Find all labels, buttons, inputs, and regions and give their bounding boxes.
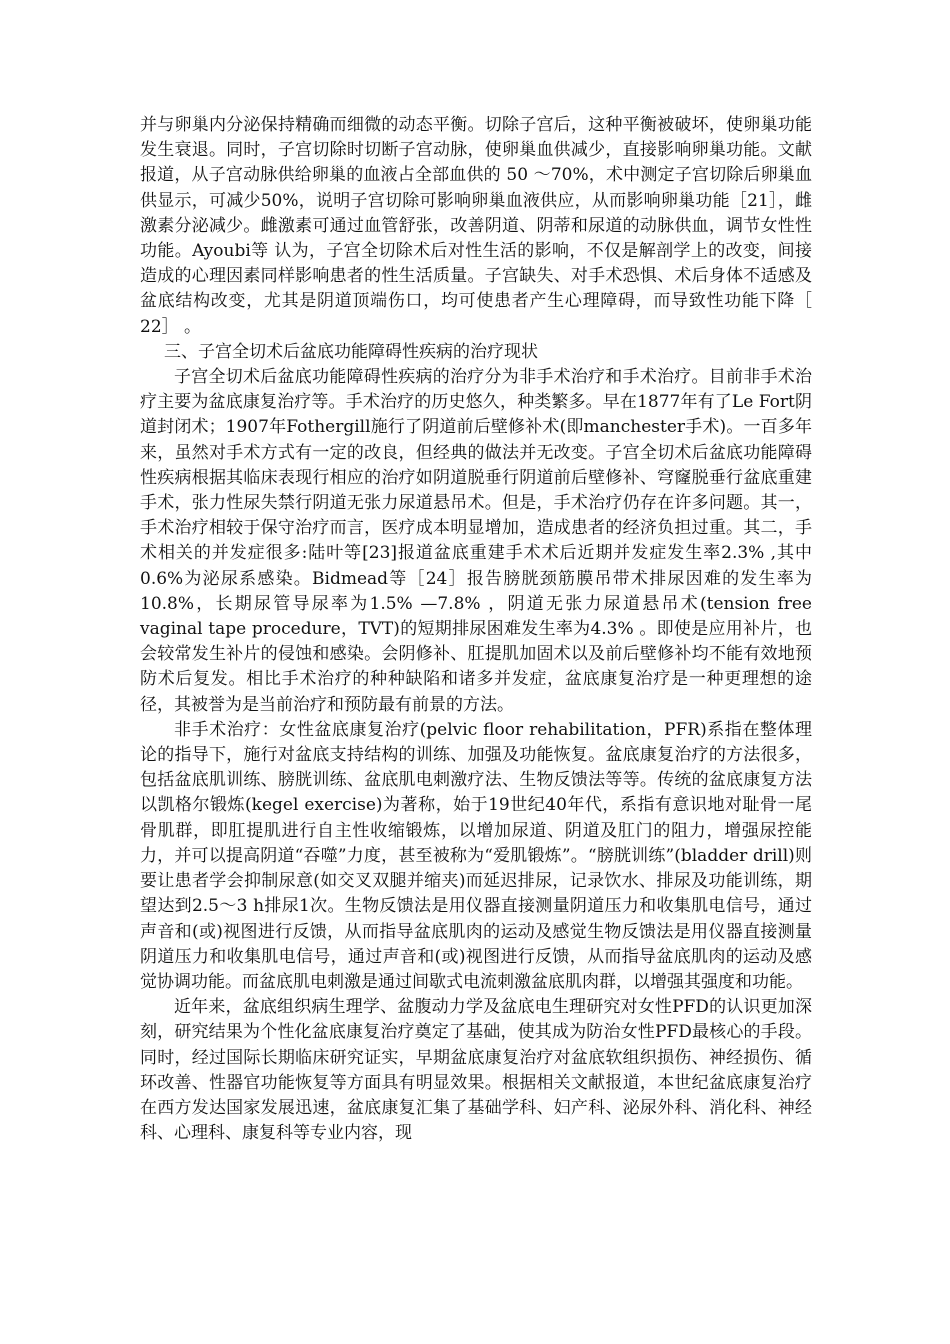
body-paragraph: 子宫全切术后盆底功能障碍性疾病的治疗分为非手术治疗和手术治疗。目前非手术治疗主要为盆底康复治疗等。手术治疗的历史悠久，种类繁多。早在1877年有了Le Fort阴道封闭术；1907年Fothergill施行了阴道前后壁修补术(即manchester手术)。一百多年来，虽然对手术方式有一定的改良，但经典的做法并无改变。子宫全切术后盆底功能障碍性疾病根据其临床表现行相应的治疗如阴道脱垂行阴道前后壁修补、穹窿脱垂行盆底重建手术，张力性尿失禁行阴道无张力尿道悬吊术。但是，手术治疗仍存在许多问题。其一，手术治疗相较于保守治疗而言，医疗成本明显增加，造成患者的经济负担过重。其二，手术相关的并发症很多:陆叶等[23]报道盆底重建手术术后近期并发症发生率2.3% ,其中0.6%为泌尿系感染。Bidmead等［24］报告膀胱颈筋膜吊带术排尿因难的发生率为10.8%，长期尿管导尿率为1.5% —7.8% ，阴道无张力尿道悬吊术(tension free vaginal tape procedure，TVT)的短期排尿困难发生率为4.3% 。即使是应用补片，也会较常发生补片的侵蚀和感染。会阴修补、肛提肌加固术以及前后壁修补均不能有效地预防术后复发。相比手术治疗的种种缺陷和诸多并发症，盆底康复治疗是一种更理想的途径，其被誉为是当前治疗和预防最有前景的方法。 [140, 367, 812, 715]
document-page [140, 113, 812, 1146]
body-paragraph: 非手术治疗：女性盆底康复治疗(pelvic floor rehabilitation，PFR)系指在整体理论的指导下，施行对盆底支持结构的训练、加强及功能恢复。盆底康复治疗的方法很多，包括盆底肌训练、膀胱训练、盆底肌电刺激疗法、生物反馈法等等。传统的盆底康复方法以凯格尔锻炼(kegel exercise)为著称，始于19世纪40年代，系指有意识地对耻骨一尾骨肌群，即肛提肌进行自主性收缩锻炼，以增加尿道、阴道及肛门的阻力，增强尿控能力，并可以提高阴道“吞噬”力度，甚至被称为“爱肌锻炼”。“膀胱训练”(bladder drill)则要让患者学会抑制尿意(如交叉双腿并缩夹)而延迟排尿，记录饮水、排尿及功能训练，期望达到2.5～3 h排尿1次。生物反馈法是用仪器直接测量阴道压力和收集肌电信号，通过声音和(或)视图进行反馈，从而指导盆底肌肉的运动及感觉生物反馈法是用仪器直接测量阴道压力和收集肌电信号，通过声音和(或)视图进行反馈，从而指导盆底肌肉的运动及感觉协调功能。而盆底肌电刺激是通过间歇式电流刺激盆底肌肉群，以增强其强度和功能。 [140, 719, 812, 992]
body-paragraph: 近年来，盆底组织病生理学、盆腹动力学及盆底电生理研究对女性PFD的认识更加深刻，研究结果为个性化盆底康复治疗奠定了基础，使其成为防治女性PFD最核心的手段。同时，经过国际长期临床研究证实，早期盆底康复治疗对盆底软组织损伤、神经损伤、循环改善、性器官功能恢复等方面具有明显效果。根据相关文献报道，本世纪盆底康复治疗在西方发达国家发展迅速，盆底康复汇集了基础学科、妇产科、泌尿外科、消化科、神经科、心理科、康复科等专业内容，现 [140, 997, 812, 1144]
body-paragraph: 并与卵巢内分泌保持精确而细微的动态平衡。切除子宫后，这种平衡被破坏，使卵巢功能发生衰退。同时，子宫切除时切断子宫动脉，使卵巢血供减少，直接影响卵巢功能。文献报道，从子宫动脉供给卵巢的血液占全部血供的 50 ～70%，术中测定子宫切除后卵巢血供显示，可减少50%，说明子宫切除可影响卵巢血液供应，从而影响卵巢功能［21］，雌激素分泌减少。雌激素可通过血管舒张，改善阴道、阴蒂和尿道的动脉供血，调节女性性功能。Ayoubi等 认为，子宫全切除术后对性生活的影响，不仅是解剖学上的改变，间接造成的心理因素同样影响患者的性生活质量。子宫缺失、对手术恐惧、术后身体不适感及盆底结构改变，尤其是阴道顶端伤口，均可使患者产生心理障碍，而导致性功能下降［ 22］ 。 [140, 115, 812, 337]
section-heading: 三、子宫全切术后盆底功能障碍性疾病的治疗现状 [164, 341, 538, 362]
